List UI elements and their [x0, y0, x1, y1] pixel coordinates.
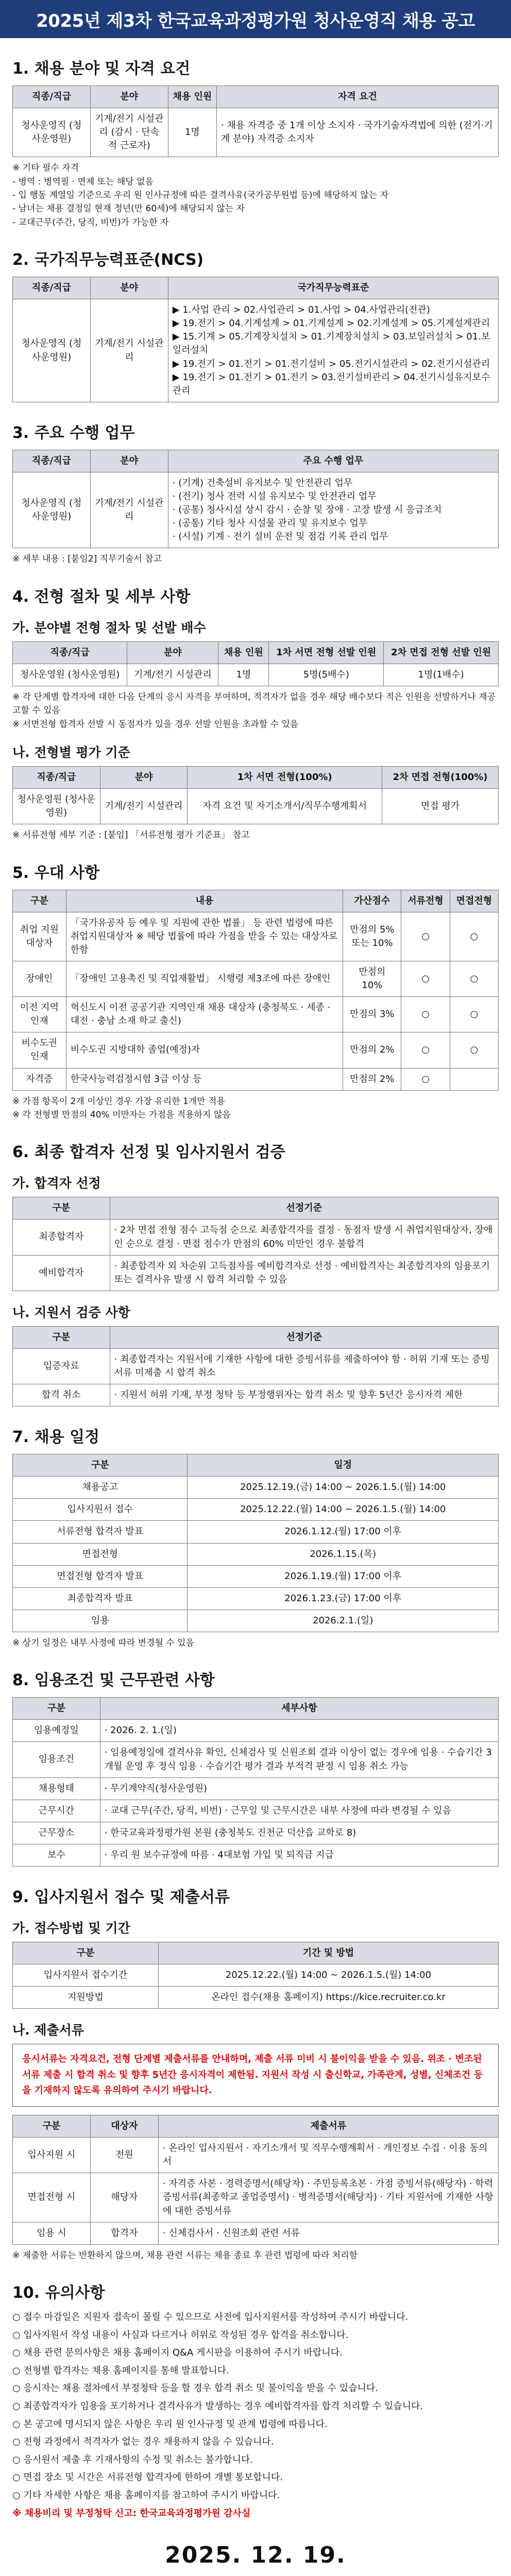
section-title: 3. 주요 수행 업무 [12, 423, 135, 442]
table-row [13, 1543, 499, 1565]
table-cell: · 신체검사서 · 신원조회 관련 서류 [158, 2222, 498, 2244]
table-header: 구분 [13, 1326, 110, 1348]
ncs-line: ▶ 19.전기 > 04.기계설계 > 01.기계설계 > 02.기계설계 > 05.기계설계관리 [172, 318, 490, 329]
table-header: 가산점수 [343, 890, 401, 912]
subsection-title: 나. 전형별 평가 기준 [12, 744, 130, 760]
table-cell: 근무시간 [13, 1800, 100, 1822]
table-header: 선정기준 [110, 1326, 498, 1348]
table-row [13, 1499, 499, 1521]
list-item: ○ 본 공고에 명시되지 않은 사항은 우리 원 인사규정 및 관계 법령에 따릅니다. [12, 2418, 328, 2430]
note-line: ※ 서면전형 합격자 선발 시 동점자가 있을 경우 선발 인원을 초과할 수 있음 [12, 719, 299, 730]
table-header: 구분 [13, 1942, 159, 1964]
table-row [13, 1477, 499, 1499]
table-cell: 면접전형 [13, 1543, 188, 1565]
table-cell: 5명(5배수) [269, 664, 384, 686]
table-cell: · 임용예정일에 결격사유 확인, 신체검사 및 신원조회 결과 이상이 없는 경우에 임용 · 수습기간 3개월 운영 후 정식 임용 · 수습기간 평가 결과 부적격 판정 시 임용 취소 가능 [100, 1742, 498, 1777]
note-line: ※ 세부 내용 : [붙임2] 직무기술서 참고 [12, 554, 162, 565]
table-cell: 임용예정일 [13, 1720, 100, 1742]
section-title: 7. 채용 일정 [12, 1428, 100, 1447]
ncs-line: ▶ 1.사업 관리 > 02.사업관리 > 01.사업 > 04.사업관리(전관) [172, 304, 430, 316]
table-cell: 「국가유공자 등 예우 및 지원에 관한 법률」 등 관련 법령에 따른 취업지원대상자 ※ 해당 법률에 따라 가점을 받을 수 있는 대상자로 한함 [66, 912, 343, 961]
table-header: 채용 인원 [168, 86, 216, 108]
list-item: ○ 기타 자세한 사항은 채용 홈페이지를 참고하여 주시기 바랍니다. [12, 2490, 280, 2501]
table-cell: 자격증 [13, 1068, 66, 1090]
list-item: ○ 전형 과정에서 적격자가 없는 경우 채용하지 않을 수 있습니다. [12, 2436, 274, 2448]
table-header: 구분 [13, 1698, 100, 1720]
note-line: ※ 제출한 서류는 반환하지 않으며, 채용 관련 서류는 채용 종료 후 관련 법령에 따라 처리함 [12, 2250, 358, 2261]
table-cell: ○ [450, 912, 498, 961]
table-header: 분야 [90, 450, 168, 472]
table-cell: 자격 요건 및 자기소개서/직무수행계획서 [188, 789, 382, 824]
section-title: 2. 국가직무능력표준(NCS) [12, 251, 204, 269]
table-cell: ○ [401, 1068, 450, 1090]
table-header: 면접전형 [450, 890, 498, 912]
table-cell: · 온라인 입사지원서 · 자기소개서 및 직무수행계획서 · 개인정보 수집 · 이용 동의서 [158, 2138, 498, 2173]
list-item: ○ 응시자는 채용 절차에서 부정청탁 등을 할 경우 합격 취소 및 불이익을 받을 수 있습니다. [12, 2383, 379, 2394]
warning-line: ※ 채용비리 및 부정청탁 신고: 한국교육과정평가원 감사실 [12, 2507, 251, 2519]
section-application [12, 1884, 499, 2262]
table-header: 분야 [127, 641, 218, 664]
table-header: 자격 요건 [217, 86, 499, 108]
table-cell: 「장애인 고용촉진 및 직업재활법」 시행령 제3조에 따른 장애인 [66, 961, 343, 996]
subsection-title: 가. 분야별 전형 절차 및 선발 배수 [12, 620, 206, 635]
table-cell: ○ [450, 961, 498, 996]
table-cell: 예비합격자 [13, 1255, 110, 1291]
announcement-date: 2025. 12. 19. [165, 2542, 346, 2569]
table-cell: 1명 [218, 664, 269, 686]
table-row [13, 2173, 499, 2222]
table-cell: 2026.1.15.(목) [188, 1543, 499, 1565]
application-link[interactable]: 온라인 접수(채용 홈페이지) https://kice.recruiter.co.kr [158, 1987, 498, 2009]
table-cell: ○ [401, 1032, 450, 1068]
duties-table [12, 450, 499, 549]
table-cell: 면접전형 시 [13, 2173, 91, 2222]
section-schedule [12, 1424, 499, 1650]
verification-table [12, 1326, 499, 1406]
note-line: - 병역 : 병역필 · 면제 또는 해당 없음 [12, 176, 154, 187]
table-cell: 기계/전기 시설관리 (감시 · 단속 적 근로자) [90, 108, 168, 157]
table-row [13, 997, 499, 1032]
section-cautions [12, 2280, 499, 2521]
table-cell: 만점의 2% [343, 1068, 401, 1090]
table-header: 직종/직급 [13, 450, 91, 472]
table-header: 분야 [90, 277, 168, 299]
table-row [13, 961, 499, 996]
section-title: 9. 입사지원서 접수 및 제출서류 [12, 1888, 230, 1906]
table-cell: 입사지원 시 [13, 2138, 91, 2173]
table-cell: 청사운영직 (청사운영원) [13, 472, 91, 548]
ncs-table [12, 277, 499, 402]
ncs-line: ▶ 15.기계 > 05.기계장치설치 > 01.기계장치설치 > 03.보일러설치 > 01.보일러설치 [172, 331, 490, 356]
cautions-list [12, 2310, 499, 2521]
table-cell: · 교대 근무(주간, 당직, 비번) · 근무일 및 근무시간은 내부 사정에 따라 변경될 수 있음 [100, 1800, 498, 1822]
table-row [13, 1219, 499, 1255]
notes [12, 1095, 499, 1122]
table-cell: 임용조건 [13, 1742, 100, 1777]
note-line: - 입 행동 계열일 기준으로 우리 원 인사규정에 따른 결격사유(국가공무원법 등)에 해당하지 않는 자 [12, 190, 389, 201]
schedule-table [12, 1454, 499, 1632]
table-cell: 혁신도시 이전 공공기관 지역인재 채용 대상자 (충청북도 · 세종 · 대전 · 충남 소재 학교 출신) [66, 997, 343, 1032]
table-cell: 합격자 [90, 2222, 158, 2244]
table-cell: 1명(1배수) [384, 664, 499, 686]
section-title: 6. 최종 합격자 선정 및 임사지원서 검증 [12, 1143, 285, 1162]
table-cell: 기계/전기 시설관리 [90, 299, 168, 402]
table-cell: · 채용 자격증 중 1개 이상 소지자 · 국가기술자격법에 의한 (전기·기계 분야) 자격증 소지자 [217, 108, 499, 157]
table-row [13, 1068, 499, 1090]
table-cell: 2025.12.19.(금) 14:00 ~ 2026.1.5.(월) 14:00 [188, 1477, 499, 1499]
table-header: 분야 [90, 86, 168, 108]
table-cell: 전원 [90, 2138, 158, 2173]
table-header: 직종/직급 [13, 766, 100, 788]
note-line: - 남녀는 채용 결정일 현재 정년(만 60세)에 해당되지 않는 자 [12, 204, 245, 214]
table-header: 일정 [188, 1454, 499, 1477]
table-header: 분야 [100, 766, 188, 788]
table-cell: ○ [401, 912, 450, 961]
table-cell: 만점의 10% [343, 961, 401, 996]
section-title: 8. 임용조건 및 근무관련 사항 [12, 1671, 215, 1690]
note-line: ※ 각 단계별 합격자에 대한 다음 단계의 응시 자격을 부여하며, 적격자가 없을 경우 해당 배수보다 적은 인원을 선발하거나 재공고할 수 있음 [12, 691, 496, 716]
table-cell: · 우리 원 보수규정에 따름 · 4대보험 가입 및 퇴직금 지급 [100, 1844, 498, 1866]
section-title: 5. 우대 사항 [12, 863, 100, 882]
table-cell: 입증자료 [13, 1348, 110, 1384]
table-row [13, 1565, 499, 1587]
table-cell: 면접 평가 [382, 789, 498, 824]
table-header: 국가직무능력표준 [168, 277, 498, 299]
table-header: 1차 서면 전형(100%) [188, 766, 382, 788]
note-line: ※ 서류전형 세부 기준 : [붙임] 「서류전형 평가 기준표」 참고 [12, 830, 250, 841]
table-header: 직종/직급 [13, 277, 91, 299]
table-cell: 장애인 [13, 961, 66, 996]
documents-table [12, 2115, 499, 2245]
list-item: ○ 채용 관련 문의사항은 채용 홈페이지 Q&A 게시판을 이용하여 주시기 바랍니다. [12, 2347, 343, 2359]
table-row [13, 108, 499, 157]
table-cell: 2026.2.1.(일) [188, 1609, 499, 1632]
note-line: ※ 가점 항목이 2개 이상인 경우 가장 유리한 1개만 적용 [12, 1096, 225, 1107]
table-header: 서류전형 [401, 890, 450, 912]
section-title: 1. 채용 분야 및 자격 요건 [12, 60, 191, 78]
table-cell: · 한국교육과정평가원 본원 (충청북도 진천군 덕산읍 교학로 8) [100, 1822, 498, 1844]
table-cell: ○ [401, 997, 450, 1032]
table-cell: 기계/전기 시설관리 [90, 472, 168, 548]
criteria-table [12, 766, 499, 824]
section-ncs [12, 247, 499, 402]
table-cell: · 자격증 사본 · 경력증명서(해당자) · 주민등록초본 · 가점 증빙서류(해당자) · 학력 증빙서류(최종학교 졸업증명서) · 병적증명서(해당자) · 기타 지원서에 기재한 사항에 대한 증빙서류 [158, 2173, 498, 2222]
table-row [13, 789, 499, 824]
section-requirements [12, 56, 499, 229]
table-cell: · 최종합격자 외 차순위 고득점자를 예비합격자로 선정 · 예비합격자는 최종합격자의 임용포기 또는 결격사유 발생 시 합격 처리할 수 있음 [110, 1255, 498, 1291]
table-header: 직종/직급 [13, 641, 127, 664]
table-cell: 비수도권 지방대학 졸업(예정)자 [66, 1032, 343, 1068]
table-cell [168, 472, 498, 548]
table-header: 내용 [66, 890, 343, 912]
table-cell: 채용공고 [13, 1477, 188, 1499]
table-row [13, 1720, 499, 1742]
section-process [12, 584, 499, 842]
duty-line: · (기계) 건축설비 유지보수 및 안전관리 업무 [172, 477, 353, 488]
table-cell: 청사운영직 (청사운영원) [13, 108, 91, 157]
table-cell: 2026.1.23.(금) 17:00 이후 [188, 1587, 499, 1609]
list-item: ○ 전형별 합격자는 채용 홈페이지를 통해 발표합니다. [12, 2365, 229, 2376]
submission-notice-box [12, 2044, 499, 2107]
table-cell: · 지원서 허위 기재, 부정 청탁 등 부정행위자는 합격 취소 및 향후 5년간 응시자격 제한 [110, 1384, 498, 1406]
table-header: 선정기준 [110, 1197, 498, 1219]
table-row [13, 1800, 499, 1822]
list-item: ○ 접수 마감일은 지원자 접속이 몰릴 수 있으므로 사전에 입사지원서를 작성하여 주시기 바랍니다. [12, 2312, 408, 2323]
subsection-title: 나. 지원서 검증 사항 [12, 1304, 130, 1320]
table-cell: 만점의 5% 또는 10% [343, 912, 401, 961]
section-final-selection [12, 1139, 499, 1406]
table-header: 제출서류 [158, 2115, 498, 2138]
section-conditions [12, 1667, 499, 1867]
list-item: ○ 최종합격자가 임용을 포기하거나 결격사유가 발생하는 경우 예비합격자를 합격 처리할 수 있습니다. [12, 2401, 423, 2412]
table-cell: 서류전형 합격자 발표 [13, 1521, 188, 1543]
table-header: 구분 [13, 2115, 91, 2138]
table-row [13, 1987, 499, 2009]
table-cell [168, 299, 498, 402]
table-header: 구분 [13, 1454, 188, 1477]
notes [12, 161, 499, 229]
table-header: 2차 면접 전형(100%) [382, 766, 498, 788]
table-cell: ○ [401, 961, 450, 996]
list-item: ○ 응시원서 제출 후 기재사항의 수정 및 취소는 불가합니다. [12, 2454, 253, 2465]
table-header: 대상자 [90, 2115, 158, 2138]
section-title: 4. 전형 절차 및 세부 사항 [12, 587, 191, 606]
application-period-table [12, 1942, 499, 2009]
table-cell: ○ [450, 1032, 498, 1068]
table-cell: 채용형태 [13, 1777, 100, 1800]
table-cell: 입사지원서 접수 [13, 1499, 188, 1521]
ncs-line: ▶ 19.전기 > 01.전기 > 01.전기설비 > 05.전기시설관리 > 02.전기시설관리 [172, 358, 490, 369]
table-cell: 한국사능력검정시험 3급 이상 등 [66, 1068, 343, 1090]
duty-line: · (시설) 기계 · 전기 설비 운전 및 점검 기록 관리 업무 [172, 531, 388, 543]
table-cell: · 최종합격자는 지원서에 기재한 사항에 대한 증빙서류를 제출하여야 함 · 허위 기재 또는 증빙서류 미제출 시 합격 취소 [110, 1348, 498, 1384]
table-row [13, 1521, 499, 1543]
table-cell: 비수도권 인재 [13, 1032, 66, 1068]
table-header: 구분 [13, 890, 66, 912]
table-cell: 임용 시 [13, 2222, 91, 2244]
table-row [13, 1777, 499, 1800]
section-title: 10. 유의사항 [12, 2284, 105, 2302]
table-row [13, 1255, 499, 1291]
table-cell: 이전 지역 인재 [13, 997, 66, 1032]
subsection-title: 가. 합격자 선정 [12, 1176, 101, 1191]
notes [12, 690, 499, 731]
list-item: ○ 입사지원서 작성 내용이 사실과 다르거나 허위로 작성된 경우 합격을 취소합니다. [12, 2329, 349, 2341]
notice-text: 응시서류는 자격요건, 전형 단계별 제출서류를 안내하며, 제출 서류 미비 시 불이익을 받을 수 있음. 위조 · 변조된 서류 제출 시 합격 취소 및 향후 5년간 응시자격이 제한됨. 지원서 작성 시 출신학교, 가족관계, 성별, 신체조건 등을 기재하지 않도록 유의하여 주시기 바랍니다. [22, 2054, 483, 2096]
page-title: 2025년 제3차 한국교육과정평가원 청사운영직 채용 공고 [0, 0, 511, 38]
table-cell: · 무기계약직(청사운영원) [100, 1777, 498, 1800]
note-line: ※ 상기 일정은 내부 사정에 따라 변경될 수 있음 [12, 1637, 195, 1648]
table-row [13, 1348, 499, 1384]
section-preferences [12, 860, 499, 1122]
selection-table [12, 641, 499, 686]
table-cell: 최종합격자 [13, 1219, 110, 1255]
table-header: 기간 및 방법 [158, 1942, 498, 1964]
table-cell: 기계/전기 시설관리 [127, 664, 218, 686]
table-cell: 2025.12.22.(월) 14:00 ~ 2026.1.5.(월) 14:00 [158, 1964, 498, 1987]
table-cell: · 2차 면접 전형 점수 고득점 순으로 최종합격자를 결정 · 동점자 발생 시 취업지원대상자, 장애인 순으로 결정 · 면접 점수가 만점의 60% 미만인 경우 불합격 [110, 1219, 498, 1255]
table-row [13, 1384, 499, 1406]
duty-line: · (공통) 기타 청사 시설물 관리 및 유지보수 업무 [172, 518, 368, 529]
table-header: 구분 [13, 1197, 110, 1219]
final-selection-table [12, 1197, 499, 1291]
table-cell [450, 1068, 498, 1090]
table-row [13, 664, 499, 686]
table-header: 1차 서면 전형 선발 인원 [269, 641, 384, 664]
table-cell: 2026.1.12.(월) 17:00 이후 [188, 1521, 499, 1543]
duty-line: · (전기) 청사 전력 시설 유지보수 및 안전관리 업무 [172, 491, 377, 502]
table-header: 2차 면접 전형 선발 인원 [384, 641, 499, 664]
table-row [13, 2222, 499, 2244]
table-cell: ○ [450, 997, 498, 1032]
table-row [13, 299, 499, 402]
table-row [13, 1587, 499, 1609]
table-row [13, 1609, 499, 1632]
table-row [13, 1032, 499, 1068]
note-line: - 교대근무(주간, 당직, 비번)가 가능한 자 [12, 217, 169, 228]
table-cell: 기계/전기 시설관리 [100, 789, 188, 824]
table-cell: 청사운영원 (청사운영원) [13, 664, 127, 686]
table-cell: 취업 지원 대상자 [13, 912, 66, 961]
table-cell: 만점의 3% [343, 997, 401, 1032]
table-cell: 청사운영원 (청사운영원) [13, 789, 100, 824]
preferences-table [12, 890, 499, 1091]
subsection-title: 가. 접수방법 및 기간 [12, 1921, 130, 1936]
table-row [13, 1964, 499, 1987]
table-cell: 청사운영직 (청사운영원) [13, 299, 91, 402]
table-cell: · 2026. 2. 1.(일) [100, 1720, 498, 1742]
table-cell: 해당자 [90, 2173, 158, 2222]
table-row [13, 2138, 499, 2173]
table-cell: 지원방법 [13, 1987, 159, 2009]
table-cell: 최종합격자 발표 [13, 1587, 188, 1609]
table-row [13, 1742, 499, 1777]
table-row [13, 1844, 499, 1866]
table-row [13, 472, 499, 548]
table-cell: 1명 [168, 108, 216, 157]
duty-line: · (공통) 청사시설 상시 감시 · 순찰 및 장애 · 고장 발생 시 응급조치 [172, 504, 442, 516]
note-line: ※ 각 전형별 만점의 40% 미만자는 가점을 적용하지 않음 [12, 1109, 231, 1120]
table-cell: 만점의 2% [343, 1032, 401, 1068]
table-cell: 2026.1.19.(월) 17:00 이후 [188, 1565, 499, 1587]
table-header: 채용 인원 [218, 641, 269, 664]
table-header: 세부사항 [100, 1698, 498, 1720]
subsection-title: 나. 제출서류 [12, 2023, 84, 2038]
table-cell: 임용 [13, 1609, 188, 1632]
requirements-table [12, 86, 499, 157]
table-cell: 2025.12.22.(월) 14:00 ~ 2026.1.5.(월) 14:00 [188, 1499, 499, 1521]
table-cell: 면접전형 합격자 발표 [13, 1565, 188, 1587]
conditions-table [12, 1697, 499, 1867]
table-header: 주요 수행 업무 [168, 450, 498, 472]
table-row [13, 912, 499, 961]
table-row [13, 1822, 499, 1844]
list-item: ○ 면접 장소 및 시간은 서류전형 합격자에 한하여 개별 통보합니다. [12, 2472, 283, 2483]
table-cell: 근무장소 [13, 1822, 100, 1844]
table-cell: 입사지원서 접수기간 [13, 1964, 159, 1987]
table-cell: 보수 [13, 1844, 100, 1866]
section-duties [12, 420, 499, 566]
table-header: 직종/직급 [13, 86, 91, 108]
note-line: ※ 기타 필수 자격 [12, 163, 79, 174]
table-cell: 합격 취소 [13, 1384, 110, 1406]
ncs-line: ▶ 19.전기 > 01.전기 > 01.전기 > 03.전기설비관리 > 04.전기시설유지보수관리 [172, 371, 490, 396]
